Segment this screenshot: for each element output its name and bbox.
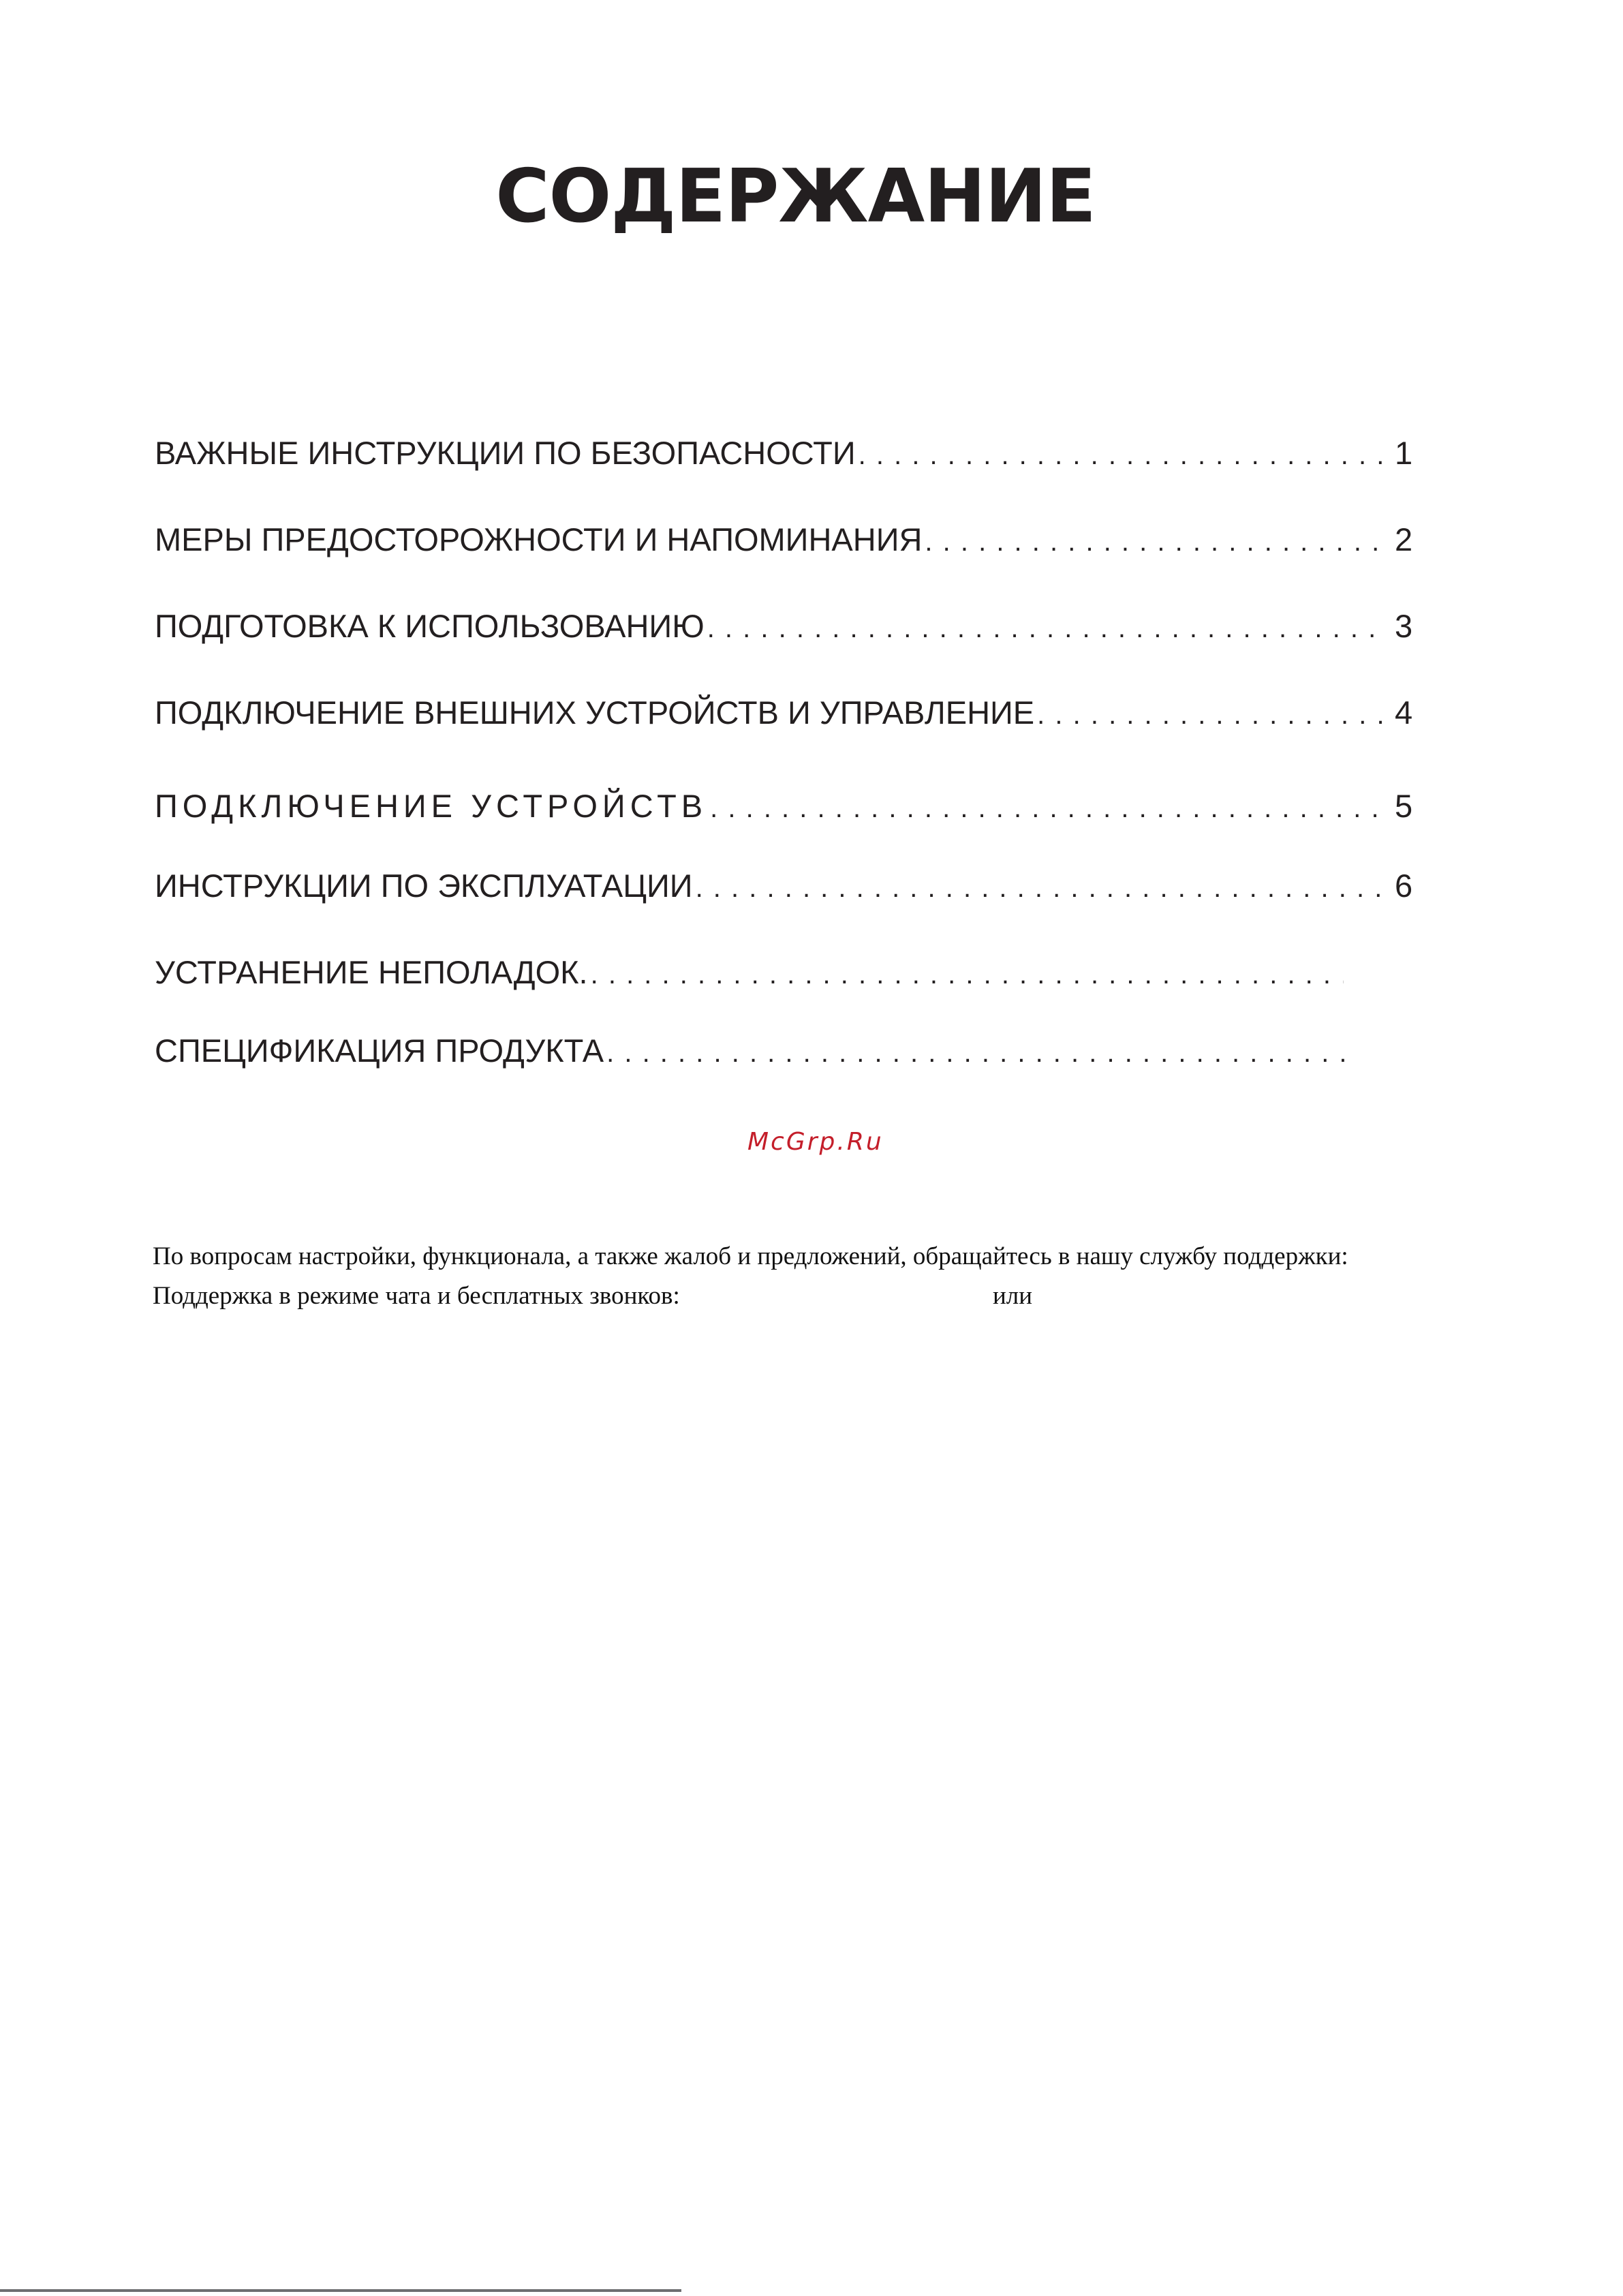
support-line-2-text: Поддержка в режиме чата и бесплатных звонков: [153, 1282, 680, 1310]
toc-entry[interactable] [155, 516, 1422, 564]
toc-entry-label: ПОДКЛЮЧЕНИЕ УСТРОЙСТВ [155, 788, 708, 824]
toc-entry[interactable] [155, 429, 1422, 477]
toc-dot-leader [591, 951, 1344, 998]
page-title: СОДЕРЖАНИЕ [495, 154, 1096, 239]
toc-entry-label: ПОДГОТОВКА К ИСПОЛЬЗОВАНИЮ [155, 608, 705, 644]
support-line-2 [153, 1276, 1515, 1316]
toc-dot-leader [1037, 691, 1388, 739]
toc-page-number: 4 [1395, 694, 1413, 731]
toc-page-number: 2 [1395, 521, 1413, 557]
toc-entry-label: УСТРАНЕНИЕ НЕПОЛАДОК. [155, 954, 588, 990]
toc-entry[interactable] [155, 602, 1422, 650]
watermark: McGrp.Ru [747, 1128, 884, 1156]
bottom-rule [0, 2289, 681, 2292]
toc-dot-leader [606, 1029, 1347, 1077]
toc-dot-leader [859, 431, 1388, 479]
support-or-word: или [993, 1282, 1033, 1310]
toc-page-number: 6 [1395, 868, 1413, 904]
toc-entry[interactable] [155, 1027, 1381, 1075]
toc-page-number: 5 [1395, 788, 1413, 824]
toc-dot-leader [696, 864, 1388, 912]
toc-page-number: 3 [1395, 608, 1413, 644]
toc-dot-leader [925, 518, 1388, 566]
toc-entry-label: ИНСТРУКЦИИ ПО ЭКСПЛУАТАЦИИ [155, 868, 693, 904]
toc-page-number: 1 [1395, 435, 1413, 471]
toc-entry[interactable] [155, 862, 1422, 910]
toc-entry[interactable] [155, 949, 1378, 996]
toc-entry[interactable] [155, 689, 1422, 737]
toc-entry-label: МЕРЫ ПРЕДОСТОРОЖНОСТИ И НАПОМИНАНИЯ [155, 521, 923, 557]
toc-entry-label: СПЕЦИФИКАЦИЯ ПРОДУКТА [155, 1032, 604, 1069]
toc-entry-label: ВАЖНЫЕ ИНСТРУКЦИИ ПО БЕЗОПАСНОСТИ [155, 435, 856, 471]
support-line-1: По вопросам настройки, функционала, а также жалоб и предложений, обращайтесь в нашу службу поддержки: [153, 1242, 1348, 1270]
toc-dot-leader [710, 784, 1388, 832]
toc-entry[interactable] [155, 782, 1422, 830]
toc-entry-label: ПОДКЛЮЧЕНИЕ ВНЕШНИХ УСТРОЙСТВ И УПРАВЛЕНИЕ [155, 694, 1035, 731]
toc-dot-leader [707, 604, 1388, 652]
support-info [153, 1237, 1515, 1316]
